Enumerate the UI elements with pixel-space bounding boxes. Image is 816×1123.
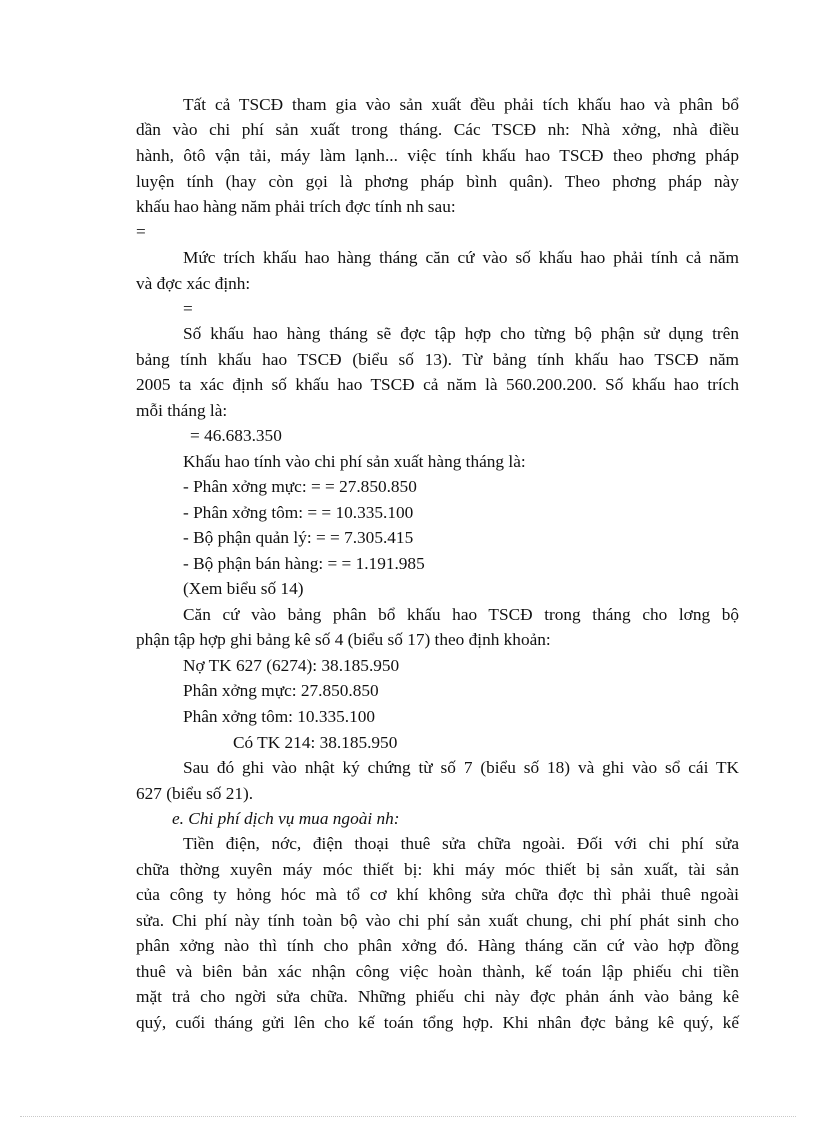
- section-heading: e. Chi phí dịch vụ mua ngoài nh:: [172, 809, 400, 828]
- paragraph-line: hành, ôtô vận tải, máy làm lạnh... việc tính khấu hao TSCĐ theo phơng pháp: [136, 146, 739, 165]
- entry-line: Phân xởng tôm: 10.335.100: [183, 707, 376, 726]
- formula-line: =: [136, 222, 146, 241]
- paragraph-line: phận tập hợp ghi bảng kê số 4 (biểu số 17) theo định khoản:: [136, 630, 551, 649]
- paragraph-line: dần vào chi phí sản xuất trong tháng. Các TSCĐ nh: Nhà xởng, nhà điều: [136, 120, 739, 139]
- paragraph-line: chữa thờng xuyên máy móc thiết bị: khi máy móc thiết bị sản xuất, tài sản: [136, 860, 739, 879]
- paragraph-line: Sau đó ghi vào nhật ký chứng từ số 7 (biểu số 18) và ghi vào sổ cái TK: [183, 758, 739, 777]
- paragraph-line: quý, cuối tháng gửi lên cho kế toán tổng hợp. Khi nhân đợc bảng kê quý, kế: [136, 1013, 739, 1032]
- paragraph-line: Khấu hao tính vào chi phí sản xuất hàng tháng là:: [183, 452, 526, 471]
- paragraph-line: sửa. Chi phí này tính toàn bộ vào chi phí sản xuất chung, chi phí phát sinh cho: [136, 911, 739, 930]
- paragraph-line: của công ty hỏng hóc mà tổ cơ khí không sửa chữa đợc thì phải thuê ngoài: [136, 885, 739, 904]
- paragraph-line: (Xem biểu số 14): [183, 579, 304, 598]
- paragraph-line: và đợc xác định:: [136, 274, 251, 293]
- list-item: - Phân xởng mực: = = 27.850.850: [183, 477, 417, 496]
- paragraph-line: bảng tính khấu hao TSCĐ (biểu số 13). Từ bảng tính khấu hao TSCĐ năm: [136, 350, 739, 369]
- formula-line: = 46.683.350: [190, 426, 282, 445]
- paragraph-line: thuê và biên bản xác nhận công việc hoàn thành, kế toán lập phiếu chi tiền: [136, 962, 739, 981]
- entry-line: Phân xởng mực: 27.850.850: [183, 681, 379, 700]
- paragraph-line: 2005 ta xác định số khấu hao TSCĐ cả năm là 560.200.200. Số khấu hao trích: [136, 375, 739, 394]
- paragraph-line: Mức trích khấu hao hàng tháng căn cứ vào số khấu hao phải tính cả năm: [183, 248, 739, 267]
- list-item: - Bộ phận bán hàng: = = 1.191.985: [183, 554, 425, 573]
- entry-line: Nợ TK 627 (6274): 38.185.950: [183, 656, 400, 675]
- footer-divider: [20, 1116, 796, 1117]
- paragraph-line: mặt trả cho ngời sửa chữa. Những phiếu chi này đợc phản ánh vào bảng kê: [136, 987, 739, 1006]
- paragraph-line: Số khấu hao hàng tháng sẽ đợc tập hợp cho từng bộ phận sử dụng trên: [183, 324, 739, 343]
- paragraph-line: 627 (biểu số 21).: [136, 784, 254, 803]
- paragraph-line: luyện tính (hay còn gọi là phơng pháp bình quân). Theo phơng pháp này: [136, 172, 739, 191]
- paragraph-line: Tiền điện, nớc, điện thoại thuê sửa chữa ngoài. Đối với chi phí sửa: [183, 834, 739, 853]
- paragraph-line: mỗi tháng là:: [136, 401, 228, 420]
- paragraph-line: Tất cả TSCĐ tham gia vào sản xuất đều phải tích khấu hao và phân bổ: [183, 95, 739, 114]
- paragraph-line: khấu hao hàng năm phải trích đợc tính nh sau:: [136, 197, 456, 216]
- paragraph-line: phân xởng nào thì tính cho phân xởng đó. Hàng tháng căn cứ vào hợp đồng: [136, 936, 739, 955]
- list-item: - Bộ phận quản lý: = = 7.305.415: [183, 528, 414, 547]
- paragraph-line: Căn cứ vào bảng phân bổ khấu hao TSCĐ trong tháng cho lơng bộ: [183, 605, 739, 624]
- formula-line: =: [183, 299, 193, 318]
- list-item: - Phân xởng tôm: = = 10.335.100: [183, 503, 414, 522]
- entry-line: Có TK 214: 38.185.950: [233, 733, 398, 752]
